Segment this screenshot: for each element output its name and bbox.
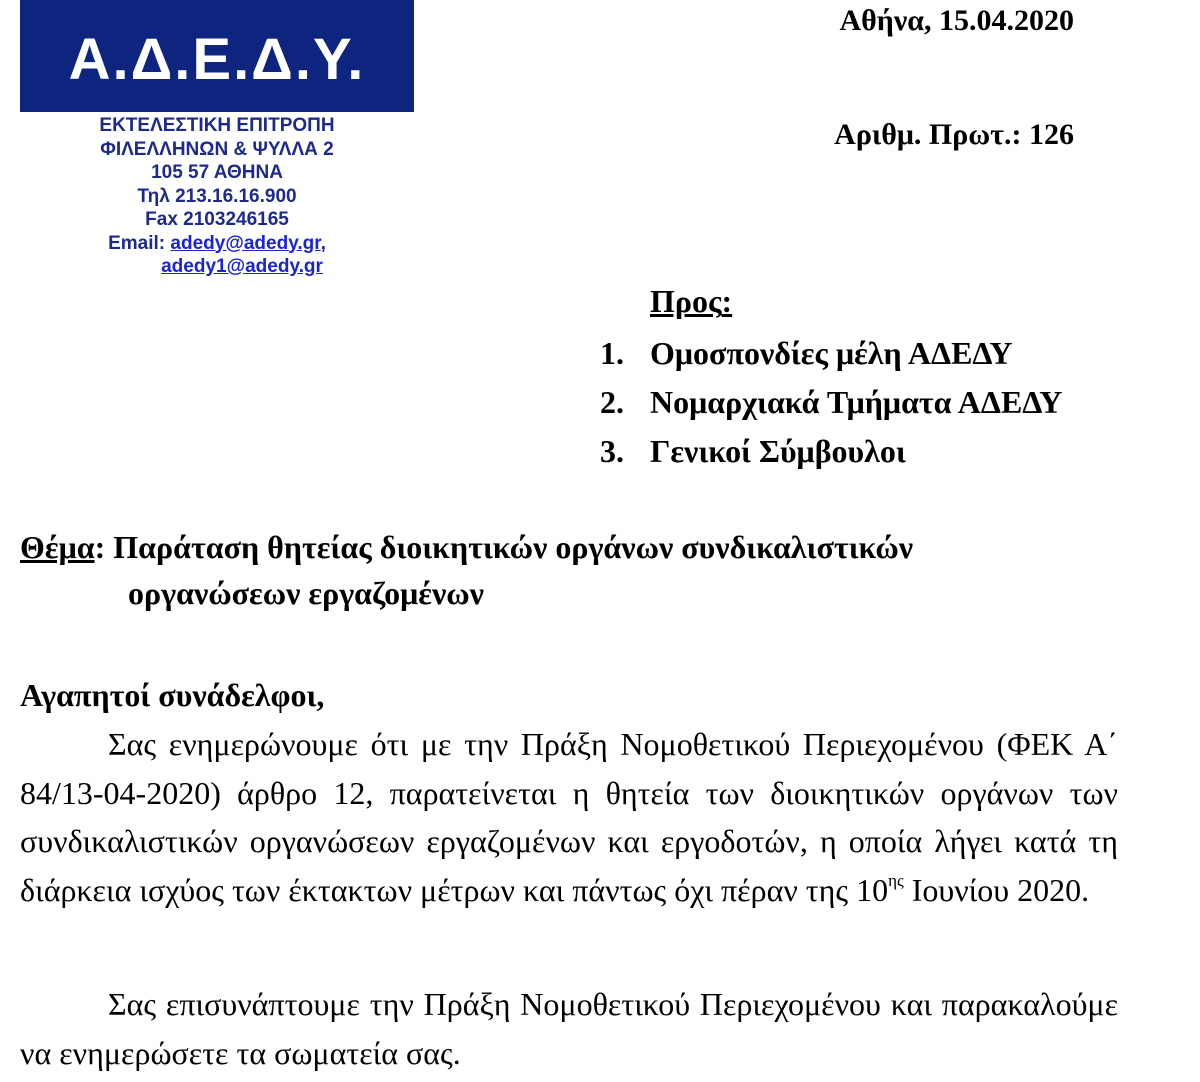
paragraph-1-text: Σας ενημερώνουμε ότι με την Πράξη Νομοθετικού Περιεχομένου (ΦΕΚ Α΄ 84/13-04-2020) άρθρο 12, παρατείνεται η θητεία των διοικητικών οργάνων των συνδικαλιστικών οργανώσεων εργαζομένων και εργοδοτών, η οποία λήγει κατά τη διάρκεια ισχύος των έκτακτων μέτρων και πάντως όχι πέραν της 10 xyxy=(20,726,1118,908)
subject-line-1: Παράταση θητείας διοικητικών οργάνων συνδικαλιστικών xyxy=(105,529,914,565)
recipient-number: 1. xyxy=(600,335,624,371)
email-link-2[interactable]: adedy1@adedy.gr xyxy=(161,256,323,277)
recipients-block xyxy=(600,281,1062,476)
subject-label: Θέμα xyxy=(20,529,95,565)
greeting: Αγαπητοί συνάδελφοι, xyxy=(20,677,325,713)
recipient-item xyxy=(600,329,1062,378)
email-link-1[interactable]: adedy@adedy.gr xyxy=(170,232,321,254)
org-line: ΕΚΤΕΛΕΣΤΙΚΗ ΕΠΙΤΡΟΠΗ xyxy=(99,115,335,136)
recipients-label xyxy=(650,281,1062,329)
org-phone: Τηλ 213.16.16.900 xyxy=(137,185,297,207)
protocol-number: Αριθμ. Πρωτ.: 126 xyxy=(834,118,1074,151)
document-date: Αθήνα, 15.04.2020 xyxy=(839,4,1074,37)
subject-colon: : xyxy=(94,529,106,565)
email-label: Email: xyxy=(108,232,166,254)
body-paragraph-2: Σας επισυνάπτουμε την Πράξη Νομοθετικού Περιεχομένου και παρακαλούμε να ενημερώσετε τα σωματεία σας. xyxy=(20,986,1118,1071)
org-fax: Fax 2103246165 xyxy=(145,209,289,230)
recipients-label-text: Προς xyxy=(650,283,722,319)
recipient-number: 3. xyxy=(600,433,624,469)
email-separator: , xyxy=(320,232,326,254)
ordinal-superscript: ης xyxy=(888,870,904,890)
recipient-text: Ομοσπονδίες μέλη ΑΔΕΔΥ xyxy=(650,335,1013,371)
adedy-logo xyxy=(20,0,414,112)
logo-text: Α.Δ.Ε.Δ.Υ. xyxy=(68,26,366,92)
recipient-number: 2. xyxy=(600,384,624,420)
org-line: 105 57 ΑΘΗΝΑ xyxy=(151,162,283,183)
paragraph-1-end: Ιουνίου 2020. xyxy=(903,871,1090,908)
email-row xyxy=(20,232,414,279)
subject-line-2: οργανώσεων εργαζομένων xyxy=(128,575,484,611)
recipient-text: Νομαρχιακά Τμήματα ΑΔΕΔΥ xyxy=(650,384,1063,420)
org-line: ΦΙΛΕΛΛΗΝΩΝ & ΨΥΛΛΑ 2 xyxy=(100,138,334,160)
organization-info xyxy=(20,114,414,279)
recipient-text: Γενικοί Σύμβουλοι xyxy=(650,433,906,469)
recipient-item xyxy=(600,378,1062,427)
recipient-item xyxy=(600,427,1062,476)
recipients-colon: : xyxy=(721,283,733,319)
subject-block xyxy=(20,524,1120,616)
body-paragraph-1 xyxy=(20,720,1118,914)
